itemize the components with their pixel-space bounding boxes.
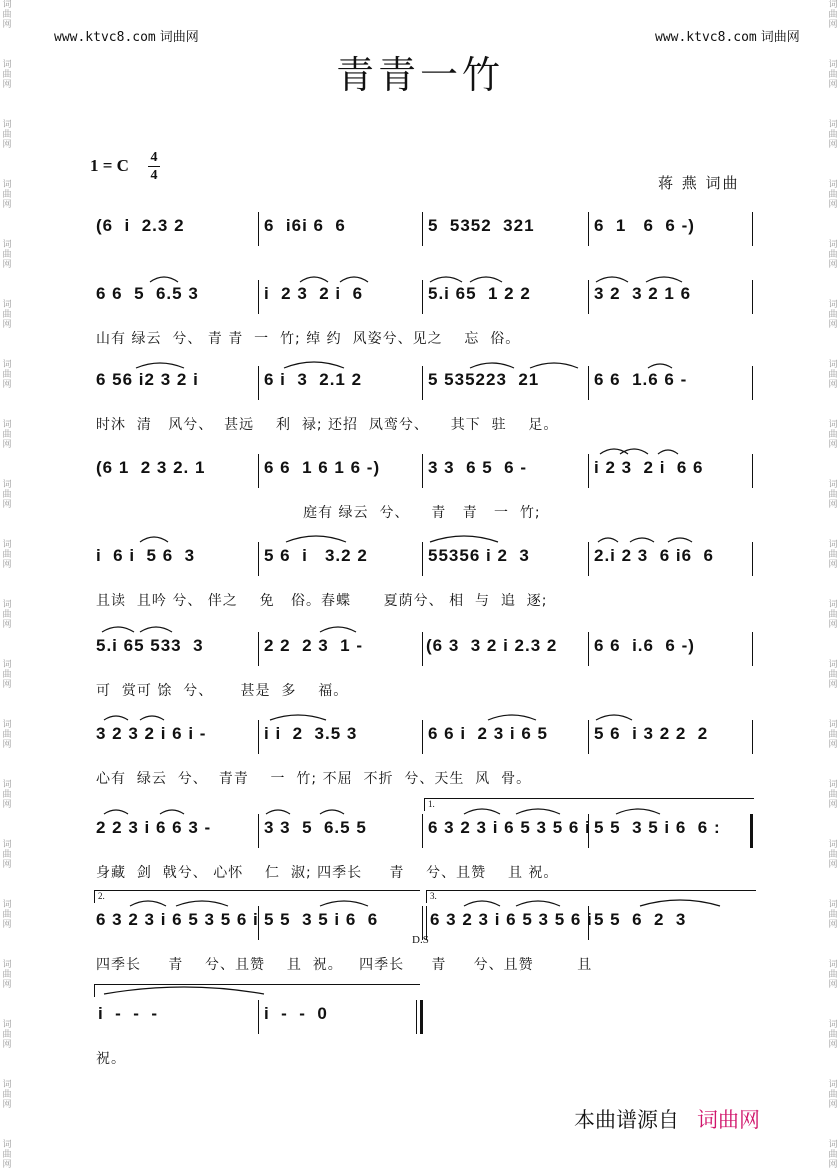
final-bracket	[94, 984, 420, 997]
key-signature: 1 = C	[90, 156, 129, 175]
site-url-left[interactable]: www.ktvc8.com 词曲网	[54, 30, 199, 45]
measure: i 6 i 5 6 3	[96, 546, 196, 565]
measure: 5.i 65 1 2 2	[428, 284, 531, 303]
measure: (6 i 2.3 2	[96, 216, 185, 235]
measure: 3 2 3 2 i 6 i -	[96, 724, 207, 743]
measure: 2 2 2 3 1 -	[264, 636, 363, 655]
lyric-line: 心有 绿云 兮、 青青 一 竹; 不屈 不折 兮、天生 风 骨。	[96, 771, 532, 787]
measure: 6 1 6 6 -)	[594, 216, 695, 235]
lyric-line: 时沐 清 风兮、 甚远 利 禄; 还招 凤鸾兮、 其下 驻 足。	[96, 417, 559, 433]
time-signature: 4 4	[148, 150, 160, 183]
measure: 6 3 2 3 i 6 5 3 5 6 i	[428, 818, 591, 837]
measure: 6 6 i 2 3 i 6 5	[428, 724, 548, 743]
measure: 6 i6i 6 6	[264, 216, 346, 235]
measure: 5 5 3 5 i 6 6	[264, 910, 379, 929]
lyric-line: 庭有 绿云 兮、 青 青 一 竹;	[96, 505, 541, 521]
measure: 6 6 i.6 6 -)	[594, 636, 695, 655]
footer-brand-link[interactable]: 词曲网	[697, 1108, 760, 1132]
lyric-line: 身藏 剑 戟兮、 心怀 仁 淑; 四季长 青 兮、且赞 且 祝。	[96, 865, 559, 881]
lyric-line: 且读 且吟 兮、 伴之 免 俗。春蝶 夏荫兮、 相 与 追 逐;	[96, 593, 548, 609]
footer-source: 本曲谱源自 词曲网	[574, 1108, 760, 1132]
measure: i 2 3 2 i 6 6	[594, 458, 704, 477]
measure: 5 5 3 5 i 6 6 :	[594, 818, 721, 837]
measure: 3 3 5 6.5 5	[264, 818, 367, 837]
lyric-line: 四季长 青 兮、且赞 且 祝。 四季长 青 兮、且赞 且	[96, 957, 593, 973]
measure: 6 6 1.6 6 -	[594, 370, 688, 389]
song-title: 青青一竹	[335, 53, 504, 97]
measure: 5.i 65 533 3	[96, 636, 204, 655]
volta-1-bracket: 1.	[424, 798, 754, 811]
measure: 6 56 i2 3 2 i	[96, 370, 199, 389]
measure: i 2 3 2 i 6	[264, 284, 364, 303]
right-watermark-strip: 词 曲 网 词 曲 网 词 曲 网 词 曲 网 词 曲 网 词 曲 网 词 曲 网 词 曲 网 词 曲 网 词 曲 网 词 曲 网 词 曲 网 词 曲 网 词 曲 网 词 曲 网 词 曲 网 词 曲 网 词 曲 网 词 曲 网 词 曲 网	[828, 0, 838, 1169]
measure: 6 3 2 3 i 6 5 3 5 6 i	[96, 910, 259, 929]
measure: i i 2 3.5 3	[264, 724, 358, 743]
measure: 5 5 6 2 3	[594, 910, 687, 929]
measure: 6 3 2 3 i 6 5 3 5 6 i	[430, 910, 593, 929]
lyric-line: 祝。	[96, 1051, 126, 1067]
measure: 5 6 i 3 2 2 2	[594, 724, 709, 743]
site-url-right[interactable]: www.ktvc8.com 词曲网	[655, 30, 800, 45]
measure: i - - -	[98, 1004, 159, 1023]
measure: 3 2 3 2 1 6	[594, 284, 692, 303]
ds-mark: D.S	[412, 934, 429, 946]
measure: (6 3 3 2 i 2.3 2	[426, 636, 558, 655]
left-watermark-strip: 词 曲 网 词 曲 网 词 曲 网 词 曲 网 词 曲 网 词 曲 网 词 曲 网 词 曲 网 词 曲 网 词 曲 网 词 曲 网 词 曲 网 词 曲 网 词 曲 网 词 曲 网 词 曲 网 词 曲 网 词 曲 网 词 曲 网 词 曲 网	[2, 0, 12, 1169]
measure: 6 6 1 6 1 6 -)	[264, 458, 381, 477]
volta-3-bracket: 3.	[426, 890, 756, 903]
composer-credit: 蒋 燕 词曲	[658, 174, 740, 192]
lyric-line: 可 赏可 馀 兮、 甚是 多 福。	[96, 683, 349, 699]
measure: 5 535223 21	[428, 370, 540, 389]
measure: 6 i 3 2.1 2	[264, 370, 363, 389]
lyric-line: 山有 绿云 兮、 青 青 一 竹; 绰 约 风姿兮、见之 忘 俗。	[96, 331, 521, 347]
measure: (6 1 2 3 2. 1	[96, 458, 206, 477]
measure: 55356 i 2 3	[428, 546, 530, 565]
volta-2-bracket: 2.	[94, 890, 420, 903]
measure: 6 6 5 6.5 3	[96, 284, 199, 303]
measure: 2.i 2 3 6 i6 6	[594, 546, 714, 565]
measure: 5 5352 321	[428, 216, 535, 235]
measure: 2 2 3 i 6 6 3 -	[96, 818, 212, 837]
measure: 3 3 6 5 6 -	[428, 458, 527, 477]
measure: i - - 0	[264, 1004, 328, 1023]
measure: 5 6 i 3.2 2	[264, 546, 368, 565]
